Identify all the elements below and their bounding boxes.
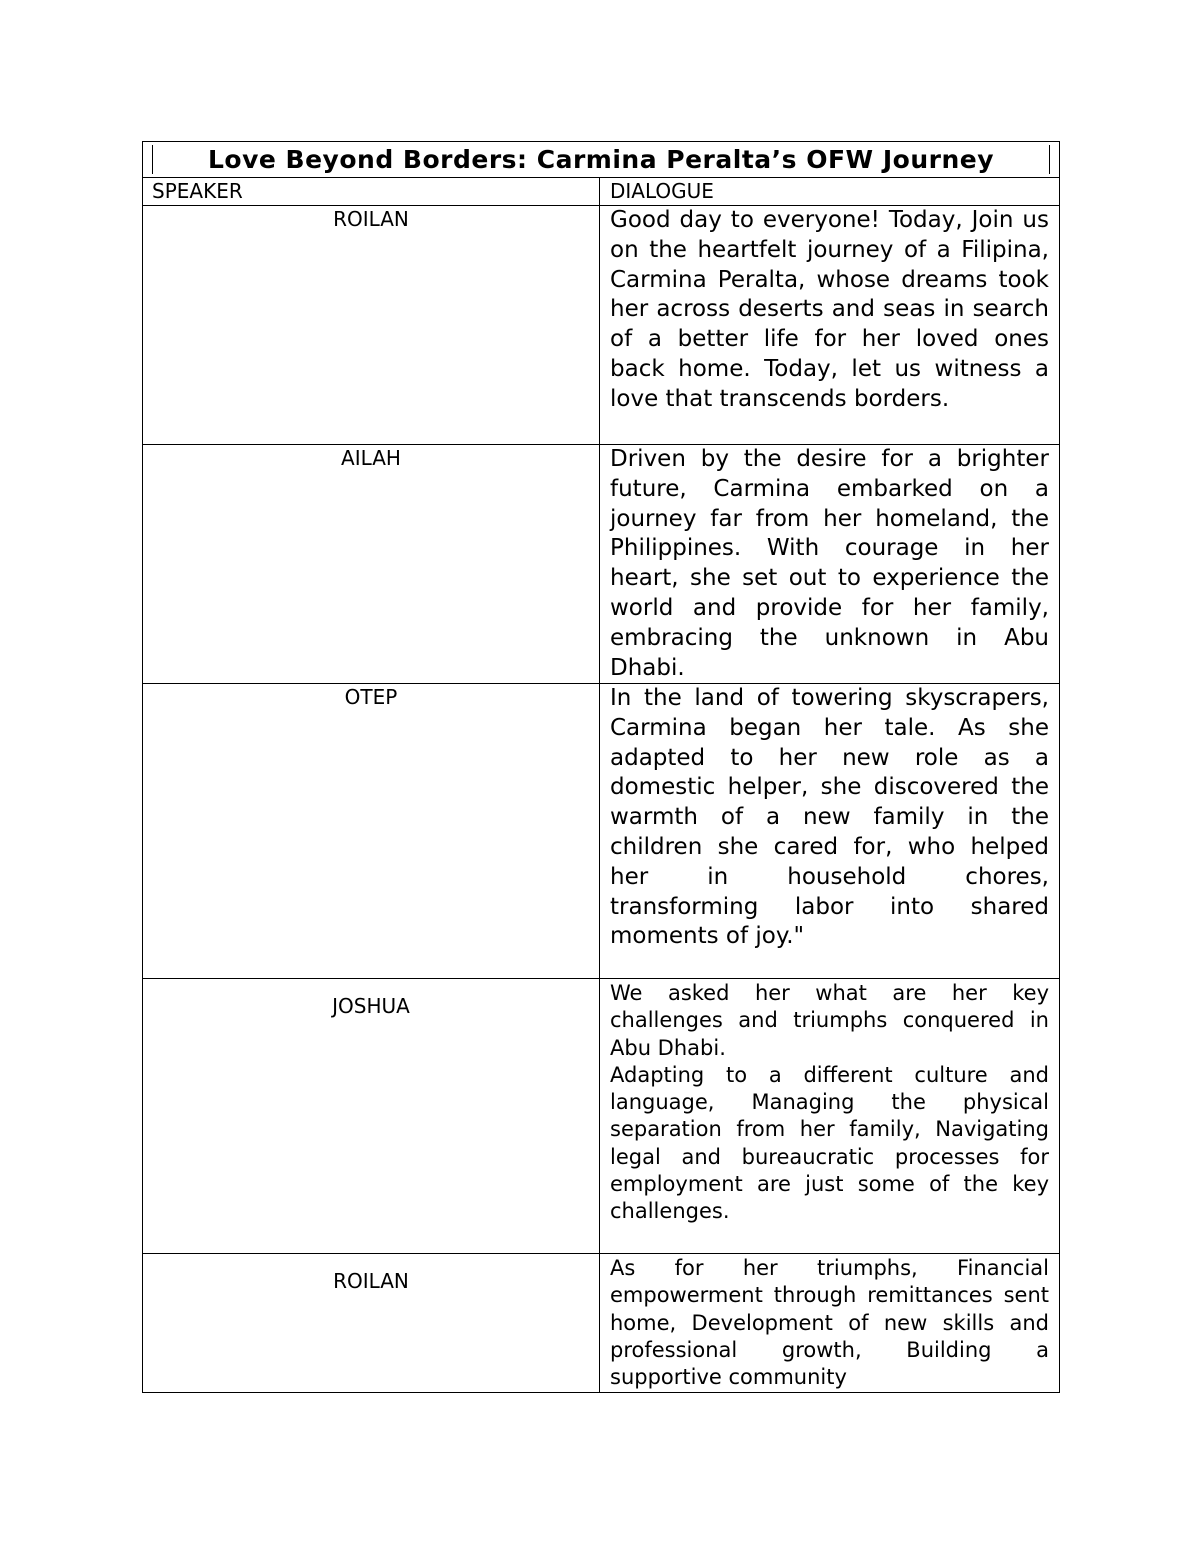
title-cell (152, 145, 1050, 174)
script-table (142, 141, 1060, 1393)
document-title: Love Beyond Borders: Carmina Peralta’s OFW Journey (207, 145, 994, 174)
speaker-cell: ROILAN (143, 1254, 600, 1392)
dialogue-cell (600, 1254, 1058, 1392)
dialogue-column-header: DIALOGUE (610, 179, 714, 203)
dialogue-paragraph: Driven by the desire for a brighter future, Carmina embarked on a journey far from her homeland, the Philippines. With courage in her heart, she set out to experience the world and provide for her family, embracing the unknown in Abu Dhabi. (610, 446, 1049, 681)
dialogue-cell (600, 979, 1058, 1253)
dialogue-paragraph: In the land of towering skyscrapers, Carmina began her tale. As she adapted to her new role as a domestic helper, she discovered the warmth of a new family in the children she cared for, who helped her in household chores, transforming labor into shared moments of joy." (610, 685, 1049, 950)
dialogue-cell (600, 206, 1058, 444)
speaker-cell: OTEP (143, 684, 600, 978)
table-row (143, 445, 1059, 684)
dialogue-paragraph: As for her triumphs, Financial empowerment through remittances sent home, Development of new skills and professional growth, Building a supportive community (610, 1256, 1049, 1390)
title-row (143, 142, 1059, 178)
speaker-column-header: SPEAKER (143, 178, 600, 205)
dialogue-cell (600, 445, 1058, 683)
header-row (143, 178, 1059, 206)
dialogue-paragraph: We asked her what are her key challenges and triumphs conquered in Abu Dhabi. (610, 981, 1049, 1060)
table-row (143, 206, 1059, 445)
dialogue-paragraph: Adapting to a different culture and language, Managing the physical separation from her family, Navigating legal and bureaucratic processes for employment are just some of the key challenges. (610, 1062, 1049, 1224)
speaker-cell: JOSHUA (143, 979, 600, 1253)
speaker-cell: AILAH (143, 445, 600, 683)
table-row (143, 684, 1059, 979)
dialogue-paragraph: Good day to everyone! Today, Join us on the heartfelt journey of a Filipina, Carmina Peralta, whose dreams took her across deserts and seas in search of a better life for her loved ones back home. Today, let us witness a love that transcends borders. (610, 207, 1049, 412)
dialogue-cell (600, 684, 1058, 978)
table-row (143, 979, 1059, 1254)
speaker-cell: ROILAN (143, 206, 600, 444)
table-row (143, 1254, 1059, 1393)
